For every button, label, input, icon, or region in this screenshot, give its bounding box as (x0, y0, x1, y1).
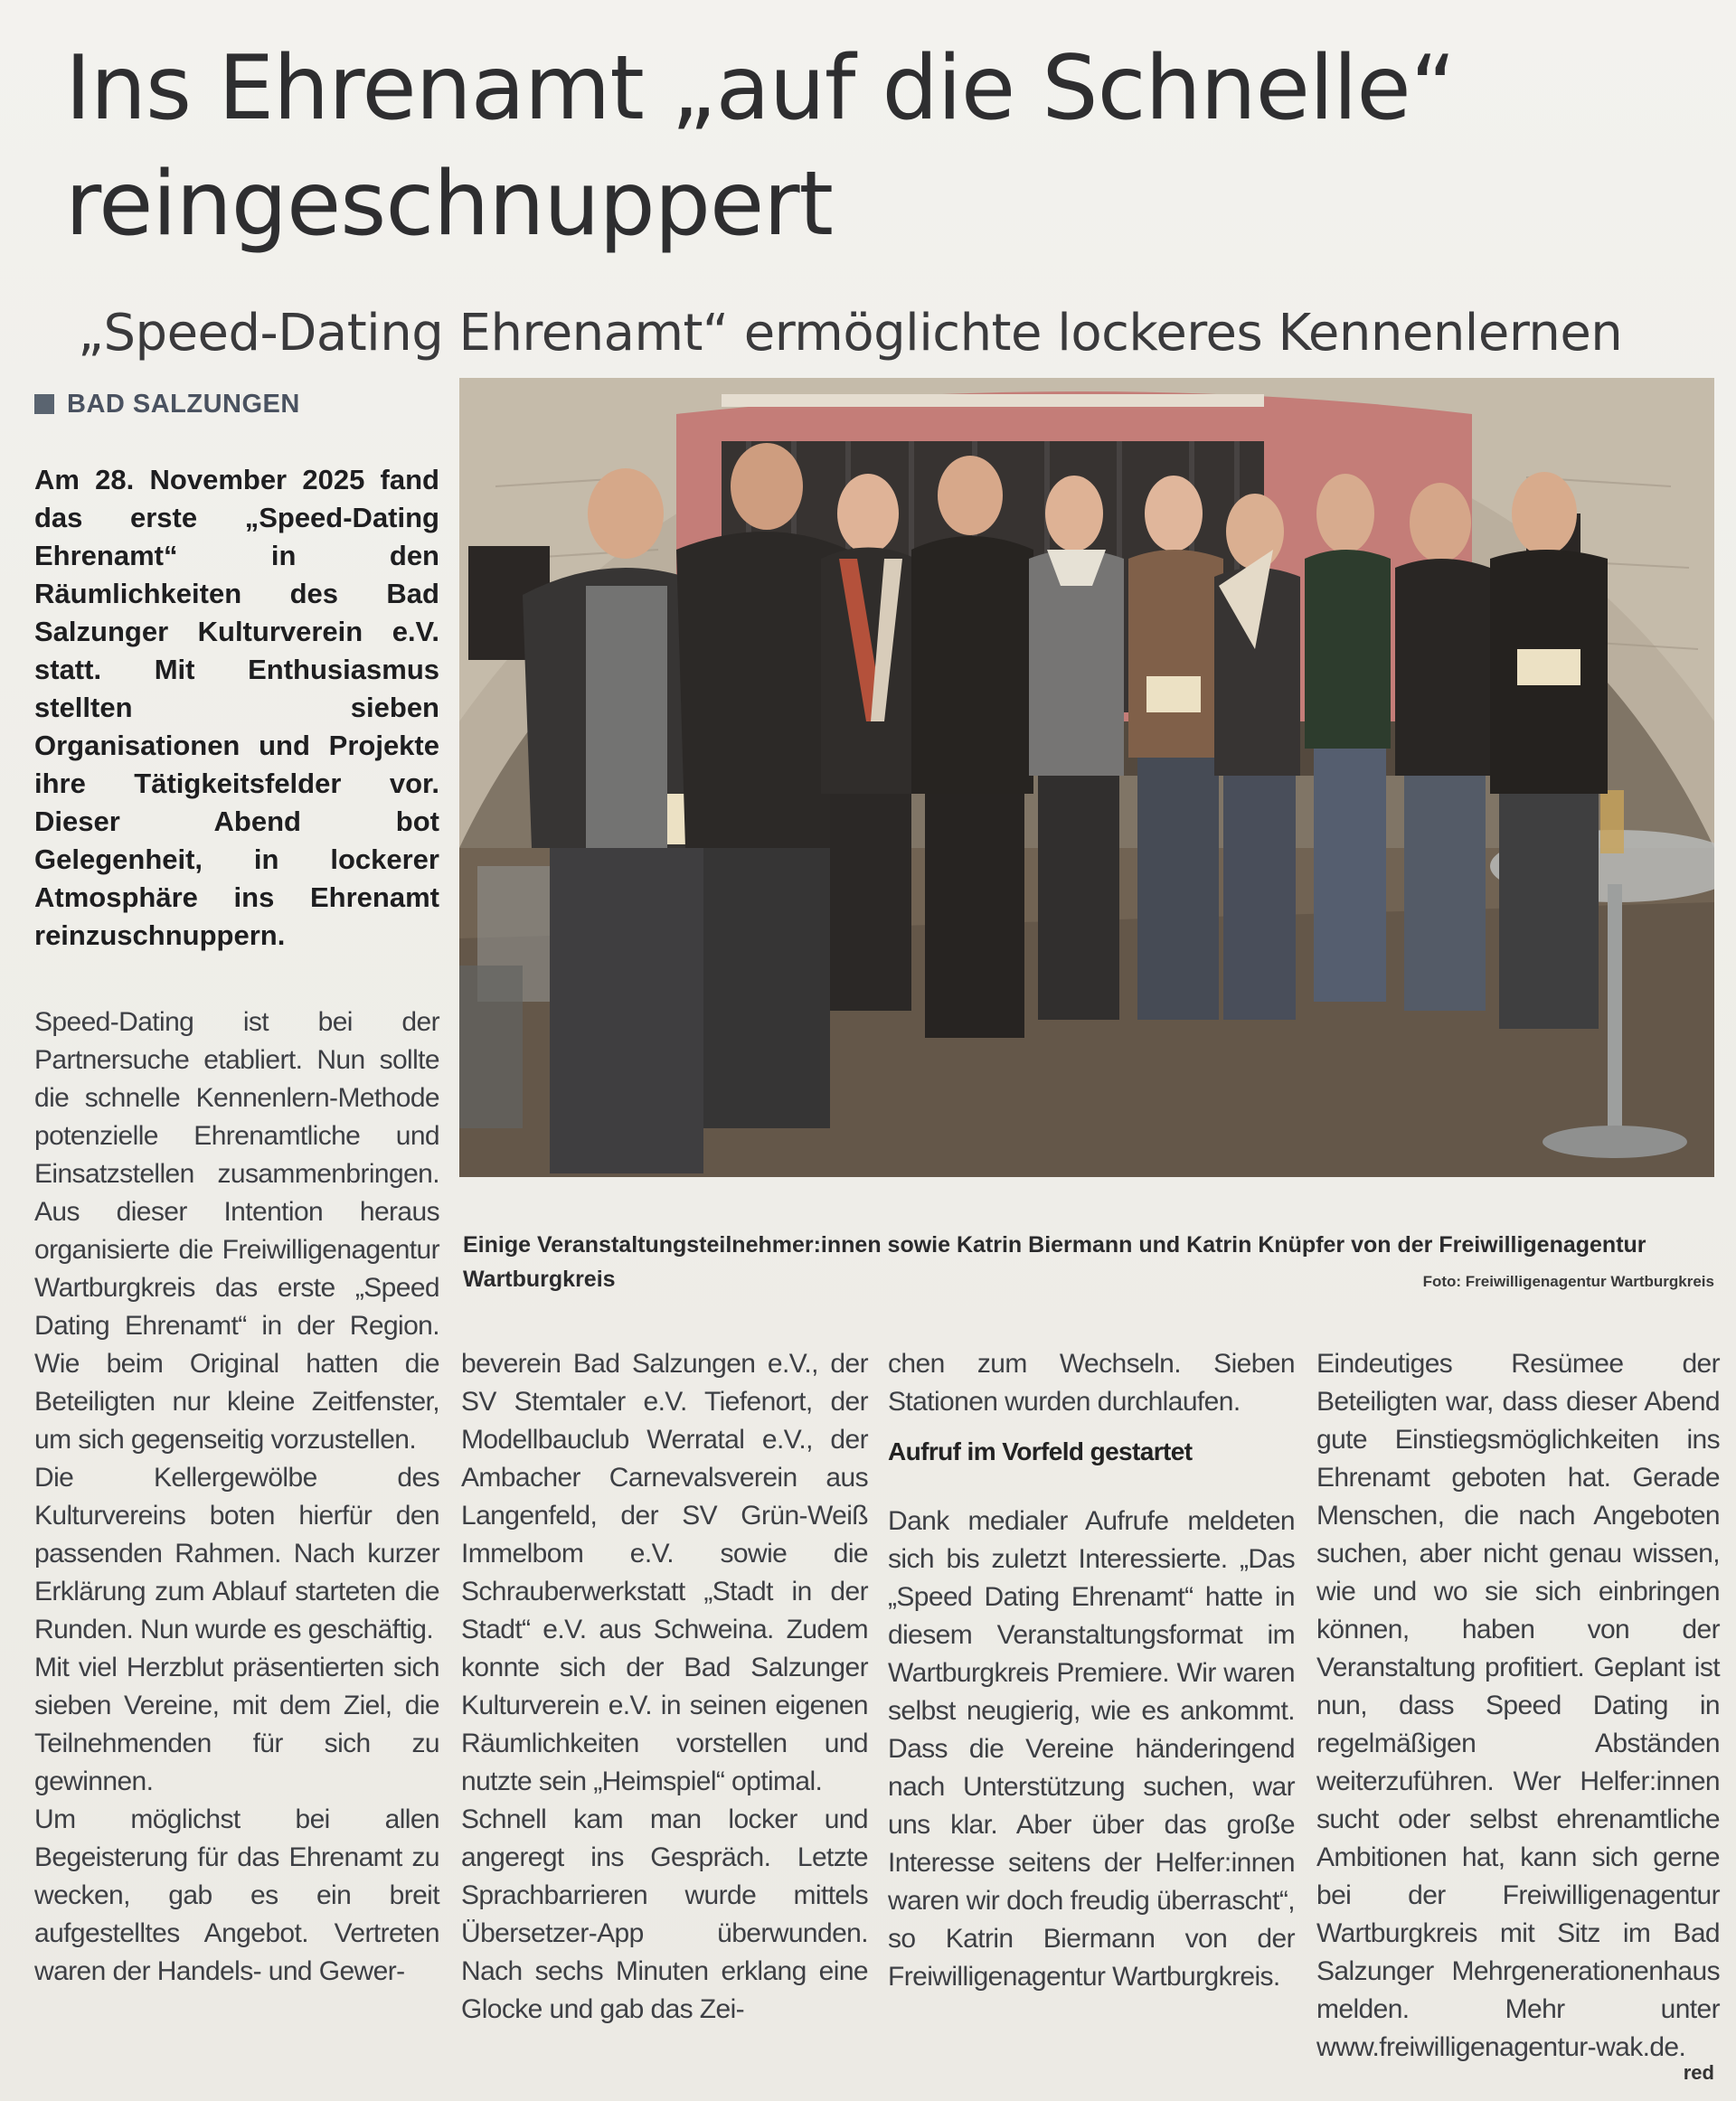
body-paragraph: beverein Bad Salzungen e.V., der SV Stemtaler e.V. Tiefenort, der Modellbauclub Werratal e.V., der Ambacher Carnevalsverein aus Langenfeld, der SV Grün-Weiß Immelbom e.V. sowie die Schrauberwerkstatt „Stadt in der Stadt“ e.V. aus Schweina. Zudem konnte sich der Bad Salzunger Kulturverein e.V. in seinen eigenen Räumlichkeiten vorstellen und nutzte sein „Heimspiel“ optimal. (461, 1349, 868, 1796)
body-paragraph: Die Kellergewölbe des Kulturvereins boten hierfür den passenden Rahmen. Nach kurzer Erklärung zum Ablauf starteten die Runden. Nun wurde es geschäftig. (34, 1463, 439, 1644)
body-paragraph: Speed-Dating ist bei der Partnersuche etabliert. Nun sollte die schnelle Kennenlern-Methode potenzielle Ehrenamtliche und Einsatzstellen zusammenbringen. Aus dieser Intention heraus organisierte die Freiwilligenagentur Wartburgkreis das erste „Speed Dating Ehrenamt“ in der Region. Wie beim Original hatten die Beteiligten nur kleine Zeitfenster, um sich gegenseitig vorzustellen. (34, 1007, 439, 1455)
section-subheading: Aufruf im Vorfeld gestartet (888, 1437, 1193, 1465)
group-photo-illustration (459, 378, 1714, 1177)
subheadline: „Speed-Dating Ehrenamt“ ermöglichte lockeres Kennenlernen (78, 304, 1623, 363)
body-paragraph: Schnell kam man locker und angeregt ins Gespräch. Letzte Sprachbarrieren wurde mittels Übersetzer-App überwunden. Nach sechs Minuten erklang eine Glocke und gab das Zei- (461, 1804, 868, 2024)
headline: Ins Ehrenamt „auf die Schnelle“ reingeschnuppert (65, 37, 1456, 256)
body-column-3 (888, 1345, 1295, 1996)
body-paragraph: Eindeutiges Resümee der Beteiligten war, dass dieser Abend gute Einstiegsmöglichkeiten ins Ehrenamt geboten hat. Gerade Menschen, die nach Angeboten suchen, aber nicht genau wissen, wie und wo sie sich einbringen können, haben von der Veranstaltung profitiert. Geplant ist nun, dass Speed Dating in regelmäßigen Abständen weiterzuführen. Wer Helfer:innen sucht oder selbst ehrenamtliche Ambitionen hat, kann sich gerne bei der Freiwilligenagentur Wartburgkreis mit Sitz im Bad Salzunger Mehrgenerationenhaus melden. Mehr unter www.freiwilligenagentur-wak.de. (1316, 1349, 1720, 2062)
dateline-place: BAD SALZUNGEN (67, 389, 300, 419)
body-column-1 (34, 1003, 439, 1991)
body-column-4 (1316, 1345, 1720, 2067)
body-column-2 (461, 1345, 868, 2029)
photo-caption: Einige Veranstaltungsteilnehmer:innen sowie Katrin Biermann und Katrin Knüpfer von der Freiwilligenagentur Wartburgkreis (463, 1232, 1646, 1292)
body-paragraph: Dank medialer Aufrufe meldeten sich bis zuletzt Interessierte. „Das „Speed Dating Ehrenamt“ hatte in diesem Veranstaltungsformat im Wartburgkreis Premiere. Wir waren selbst neugierig, wie es ankommt. Dass die Vereine händeringend nach Unterstützung suchen, war uns klar. Aber über das große Interesse seitens der Helfer:innen waren wir doch freudig überrascht“, so Katrin Biermann von der Freiwilligenagentur Wartburgkreis. (888, 1506, 1295, 1992)
group-photo (459, 378, 1714, 1177)
photo-credit: Foto: Freiwilligenagentur Wartburgkreis (1422, 1273, 1714, 1290)
author-signature: red (1683, 2061, 1714, 2084)
lead-paragraph: Am 28. November 2025 fand das erste „Speed-Dating Ehrenamt“ in den Räumlichkeiten des Bad Salzunger Kulturverein e.V. statt. Mit Enthusiasmus stellten sieben Organisationen und Projekte ihre Tätigkeitsfelder vor. Dieser Abend bot Gelegenheit, in lockerer Atmosphäre ins Ehrenamt reinzuschnuppern. (34, 464, 439, 951)
dateline-square-icon (34, 394, 54, 414)
dateline (34, 389, 300, 419)
body-paragraph: Mit viel Herzblut präsentierten sich sieben Vereine, mit dem Ziel, die Teilnehmenden für sich zu gewinnen. (34, 1653, 439, 1796)
body-paragraph: Um möglichst bei allen Begeisterung für das Ehrenamt zu wecken, gab es ein breit aufgestelltes Angebot. Vertreten waren der Handels- und Gewer- (34, 1804, 439, 1986)
body-paragraph: chen zum Wechseln. Sieben Stationen wurden durchlaufen. (888, 1349, 1295, 1417)
